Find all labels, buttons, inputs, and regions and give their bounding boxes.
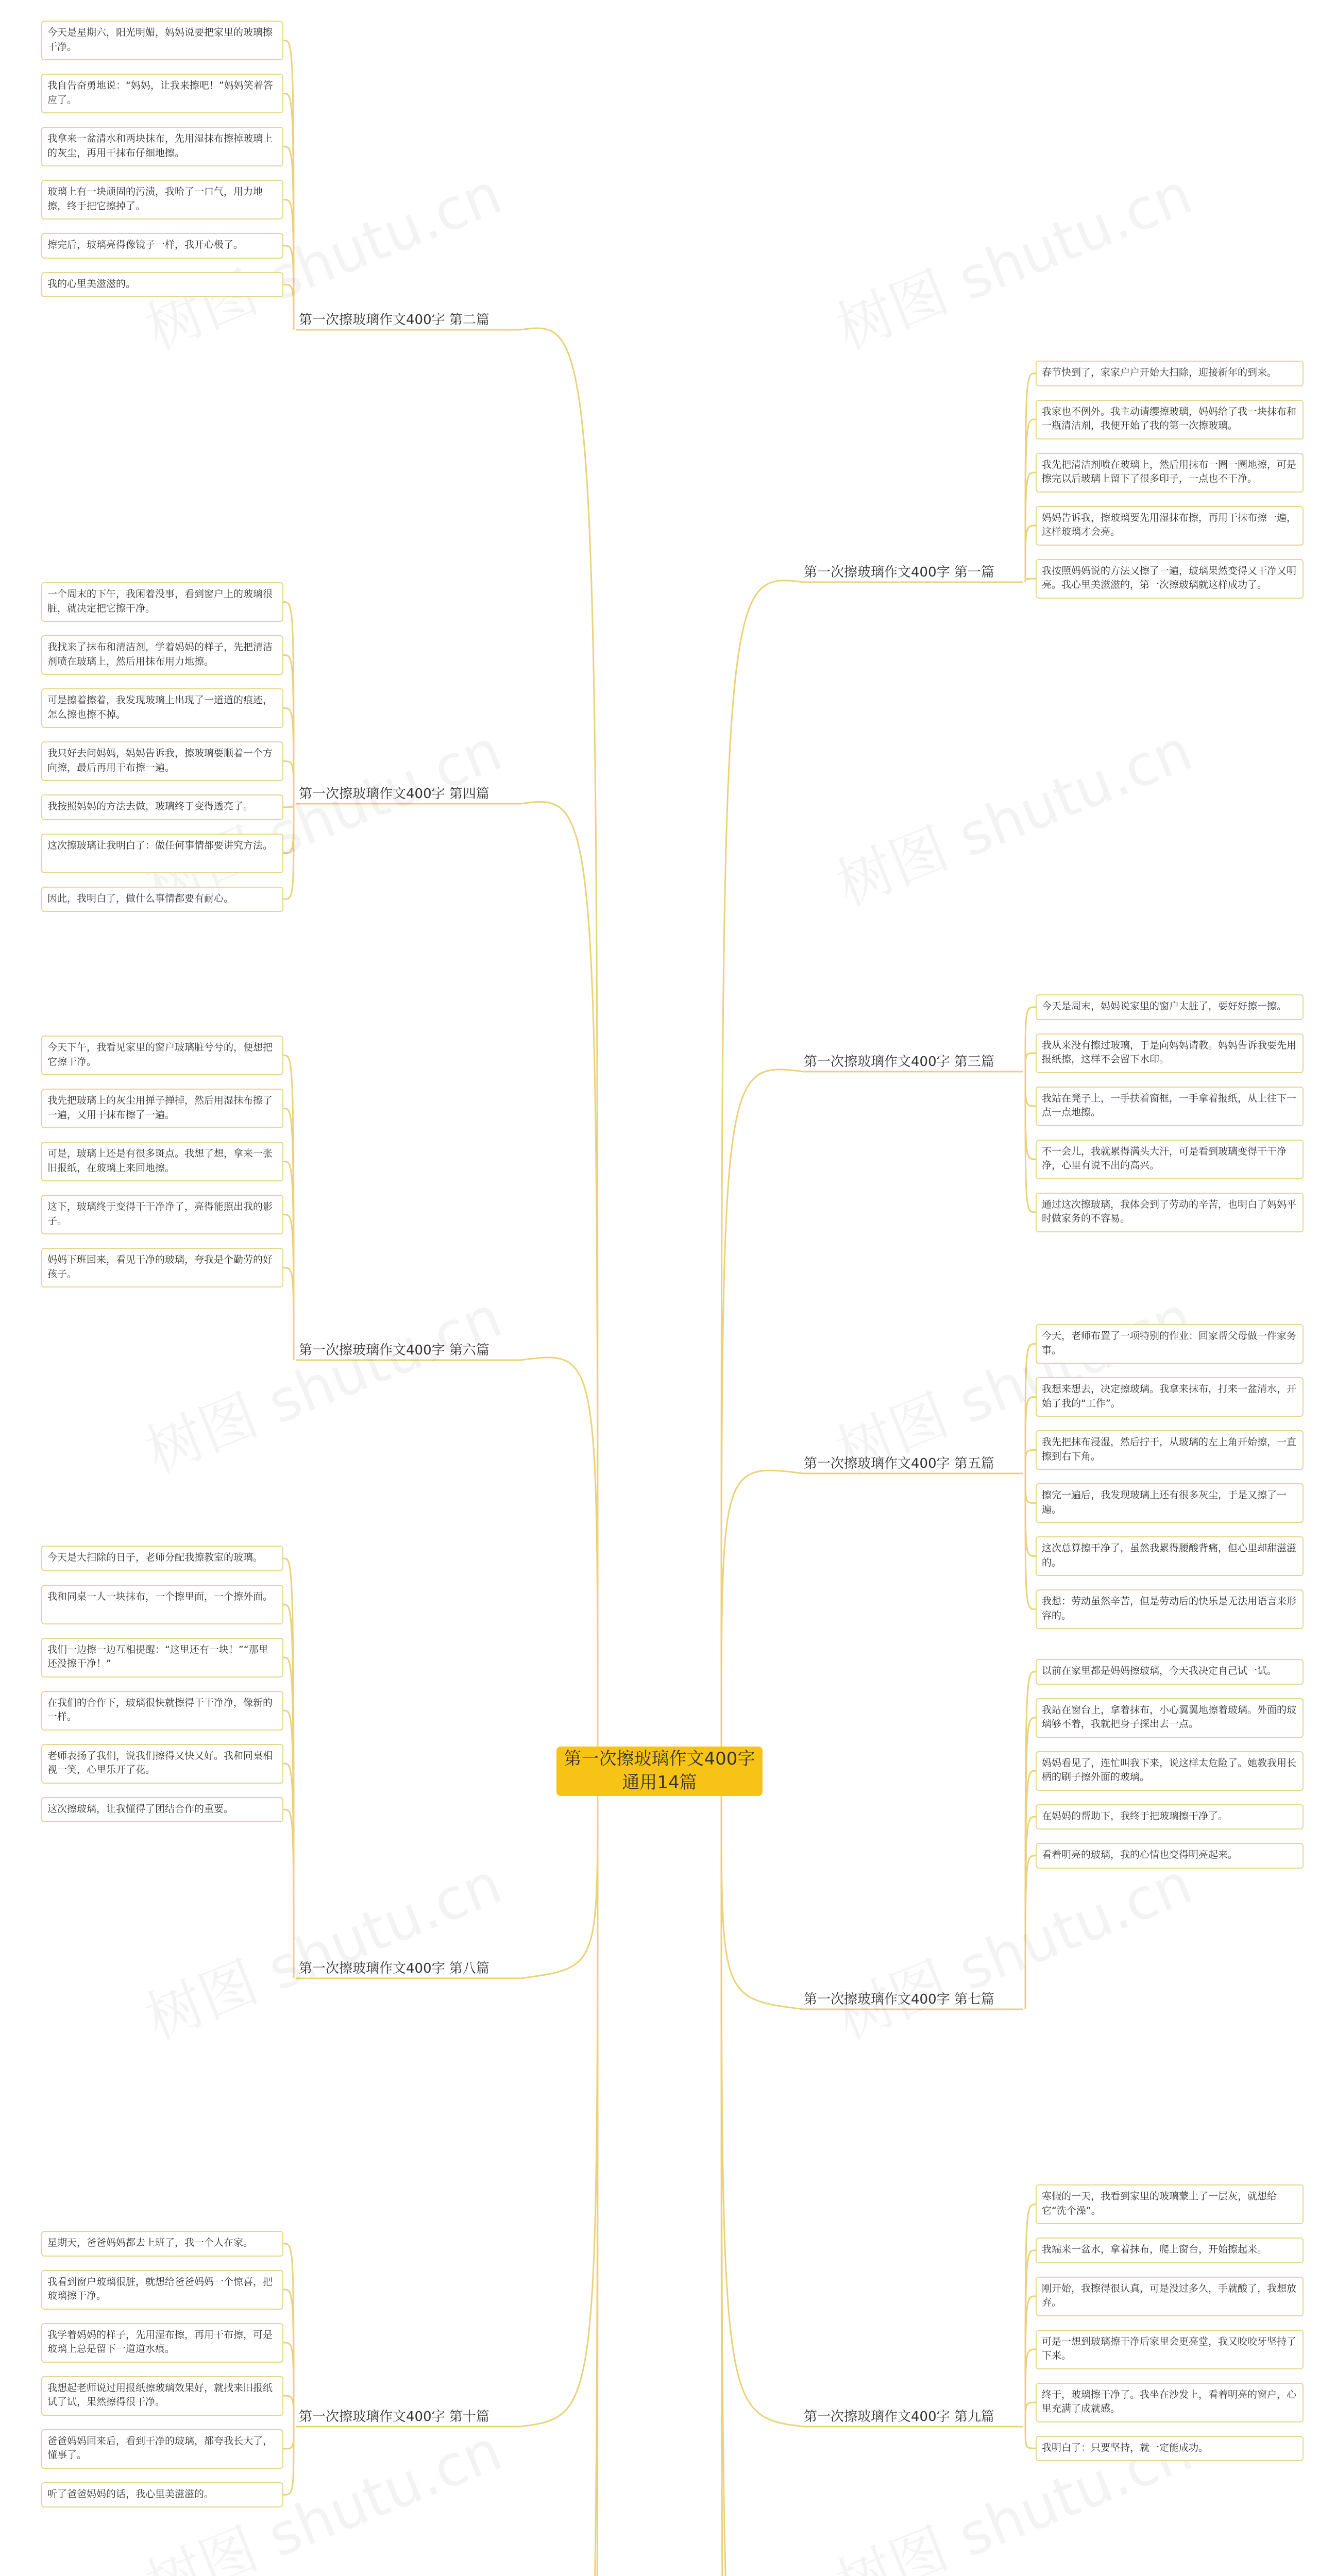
root-node[interactable] — [556, 1747, 763, 1796]
root-to-branch-6 — [520, 1358, 598, 1752]
branch-10-leaf-4[interactable]: 我想起老师说过用报纸擦玻璃效果好，就找来旧报纸试了试，果然擦得很干净。 — [41, 2376, 283, 2416]
branch-1-title[interactable]: 第一次擦玻璃作文400字 第一篇 — [804, 565, 994, 580]
branch-4-leaf-3[interactable]: 可是擦着擦着，我发现玻璃上出现了一道道的痕迹，怎么擦也擦不掉。 — [41, 688, 283, 728]
branch-7-title[interactable]: 第一次擦玻璃作文400字 第七篇 — [804, 1992, 994, 2007]
branch-5-leaf-2[interactable]: 我想来想去，决定擦玻璃。我拿来抹布，打来一盆清水，开始了我的“工作”。 — [1036, 1377, 1304, 1417]
branch-6-leaf-4[interactable]: 这下，玻璃终于变得干干净净了，亮得能照出我的影子。 — [41, 1195, 283, 1234]
root-to-branch-3 — [721, 1070, 804, 1752]
branch-8-title[interactable]: 第一次擦玻璃作文400字 第八篇 — [299, 1961, 489, 1976]
branch-3-leaf-1[interactable]: 今天是周末，妈妈说家里的窗户太脏了，要好好擦一擦。 — [1036, 994, 1304, 1020]
branch-7-leaf-4[interactable]: 在妈妈的帮助下，我终于把玻璃擦干净了。 — [1036, 1804, 1304, 1830]
root-to-branch-13 — [721, 1791, 804, 2576]
leaf-connector-6-5 — [283, 1268, 294, 1361]
leaf-connector-1-1 — [1025, 374, 1036, 582]
branch-8-leaf-6[interactable]: 这次擦玻璃，让我懂得了团结合作的重要。 — [41, 1797, 283, 1823]
branch-4-leaf-4[interactable]: 我只好去问妈妈，妈妈告诉我，擦玻璃要顺着一个方向擦，最后再用干布擦一遍。 — [41, 741, 283, 781]
branch-9-leaf-4[interactable]: 可是一想到玻璃擦干净后家里会更亮堂，我又咬咬牙坚持了下来。 — [1036, 2330, 1304, 2369]
leaf-connector-6-3 — [283, 1162, 294, 1361]
branch-10-leaf-6[interactable]: 听了爸爸妈妈的话，我心里美滋滋的。 — [41, 2482, 283, 2508]
leaf-connector-3-2 — [1025, 1053, 1036, 1072]
branch-5-leaf-6[interactable]: 我想：劳动虽然辛苦，但是劳动后的快乐是无法用语言来形容的。 — [1036, 1589, 1304, 1629]
leaf-connector-1-4 — [1025, 526, 1036, 582]
leaf-connector-3-4 — [1025, 1072, 1036, 1159]
branch-8-leaf-5[interactable]: 老师表扬了我们，说我们擦得又快又好。我和同桌相视一笑，心里乐开了花。 — [41, 1744, 283, 1784]
leaf-connector-5-5 — [1025, 1473, 1036, 1556]
root-to-branch-9 — [721, 1791, 804, 2427]
branch-4-leaf-5[interactable]: 我按照妈妈的方法去做，玻璃终于变得透亮了。 — [41, 794, 283, 820]
branch-6-leaf-2[interactable]: 我先把玻璃上的灰尘用掸子掸掉，然后用湿抹布擦了一遍，又用干抹布擦了一遍。 — [41, 1089, 283, 1128]
branch-3-leaf-3[interactable]: 我站在凳子上，一手扶着窗框，一手拿着报纸，从上往下一点一点地擦。 — [1036, 1087, 1304, 1126]
leaf-connector-3-1 — [1025, 1007, 1036, 1072]
branch-2-leaf-5[interactable]: 擦完后，玻璃亮得像镜子一样，我开心极了。 — [41, 233, 283, 259]
root-to-branch-5 — [721, 1470, 804, 1752]
root-to-branch-10 — [520, 1791, 598, 2427]
branch-4-leaf-1[interactable]: 一个周末的下午，我闲着没事，看到窗户上的玻璃很脏，就决定把它擦干净。 — [41, 582, 283, 622]
root-to-branch-12 — [520, 1791, 598, 2576]
branch-10-title[interactable]: 第一次擦玻璃作文400字 第十篇 — [299, 2409, 489, 2425]
branch-10-leaf-2[interactable]: 我看到窗户玻璃很脏，就想给爸爸妈妈一个惊喜，把玻璃擦干净。 — [41, 2270, 283, 2310]
root-to-branch-2 — [520, 328, 598, 1752]
leaf-connector-1-2 — [1025, 419, 1036, 582]
root-to-branch-14 — [520, 1791, 598, 2576]
leaf-connector-5-3 — [1025, 1450, 1036, 1474]
leaf-connector-10-4 — [283, 2396, 294, 2427]
branch-4-title[interactable]: 第一次擦玻璃作文400字 第四篇 — [299, 786, 489, 802]
branch-10-leaf-3[interactable]: 我学着妈妈的样子，先用湿布擦，再用干布擦，可是玻璃上总是留下一道道水痕。 — [41, 2323, 283, 2363]
branch-8-leaf-2[interactable]: 我和同桌一人一块抹布，一个擦里面，一个擦外面。 — [41, 1585, 283, 1624]
branch-2-leaf-3[interactable]: 我拿来一盆清水和两块抹布，先用湿抹布擦掉玻璃上的灰尘，再用干抹布仔细地擦。 — [41, 127, 283, 166]
branch-6-leaf-3[interactable]: 可是，玻璃上还是有很多斑点。我想了想，拿来一张旧报纸，在玻璃上来回地擦。 — [41, 1142, 283, 1181]
branch-3-leaf-4[interactable]: 不一会儿，我就累得满头大汗，可是看到玻璃变得干干净净，心里有说不出的高兴。 — [1036, 1140, 1304, 1179]
branch-4-leaf-2[interactable]: 我找来了抹布和清洁剂，学着妈妈的样子，先把清洁剂喷在玻璃上，然后用抹布用力地擦。 — [41, 635, 283, 675]
leaf-connector-9-2 — [1025, 2250, 1036, 2427]
branch-4-leaf-7[interactable]: 因此，我明白了，做什么事情都要有耐心。 — [41, 887, 283, 912]
branch-6-leaf-5[interactable]: 妈妈下班回来，看见干净的玻璃，夸我是个勤劳的好孩子。 — [41, 1248, 283, 1287]
branch-1-leaf-2[interactable]: 我家也不例外。我主动请缨擦玻璃，妈妈给了我一块抹布和一瓶清洁剂，我便开始了我的第一次擦玻璃。 — [1036, 400, 1304, 439]
root-to-branch-8 — [520, 1791, 598, 1978]
leaf-connector-5-4 — [1025, 1473, 1036, 1503]
root-to-branch-4 — [520, 802, 598, 1752]
branch-3-leaf-5[interactable]: 通过这次擦玻璃，我体会到了劳动的辛苦，也明白了妈妈平时做家务的不容易。 — [1036, 1193, 1304, 1232]
branch-8-leaf-3[interactable]: 我们一边擦一边互相提醒：“这里还有一块！”“那里还没擦干净！” — [41, 1638, 283, 1677]
branch-3-title[interactable]: 第一次擦玻璃作文400字 第三篇 — [804, 1054, 994, 1070]
branch-6-leaf-1[interactable]: 今天下午，我看见家里的窗户玻璃脏兮兮的，便想把它擦干净。 — [41, 1036, 283, 1075]
branch-1-leaf-1[interactable]: 春节快到了，家家户户开始大扫除，迎接新年的到来。 — [1036, 361, 1304, 386]
branch-9-leaf-3[interactable]: 刚开始，我擦得很认真，可是没过多久，手就酸了，我想放弃。 — [1036, 2277, 1304, 2316]
leaf-connector-4-1 — [283, 602, 294, 804]
leaf-connector-3-3 — [1025, 1072, 1036, 1106]
leaf-connector-9-4 — [1025, 2349, 1036, 2427]
branch-6-title[interactable]: 第一次擦玻璃作文400字 第六篇 — [299, 1343, 489, 1358]
leaf-connector-6-1 — [283, 1056, 294, 1361]
branch-5-title[interactable]: 第一次擦玻璃作文400字 第五篇 — [804, 1456, 994, 1471]
branch-9-leaf-2[interactable]: 我端来一盆水，拿着抹布，爬上窗台，开始擦起来。 — [1036, 2238, 1304, 2263]
branch-10-leaf-1[interactable]: 星期天，爸爸妈妈都去上班了，我一个人在家。 — [41, 2231, 283, 2257]
branch-1-leaf-3[interactable]: 我先把清洁剂喷在玻璃上，然后用抹布一圈一圈地擦，可是擦完以后玻璃上留下了很多印子，一点也不干净。 — [1036, 453, 1304, 493]
leaf-connector-10-5 — [283, 2427, 294, 2449]
leaf-connector-1-3 — [1025, 472, 1036, 582]
root-title-line-1: 第一次擦玻璃作文400字 — [564, 1749, 755, 1770]
leaf-connector-6-4 — [283, 1215, 294, 1361]
branch-9-leaf-5[interactable]: 终于，玻璃擦干净了。我坐在沙发上，看着明亮的窗户，心里充满了成就感。 — [1036, 2383, 1304, 2422]
branch-3-leaf-2[interactable]: 我从来没有擦过玻璃，于是向妈妈请教。妈妈告诉我要先用报纸擦，这样不会留下水印。 — [1036, 1033, 1304, 1073]
root-to-branch-1 — [721, 581, 804, 1752]
branch-2-leaf-4[interactable]: 玻璃上有一块顽固的污渍，我哈了一口气，用力地擦，终于把它擦掉了。 — [41, 180, 283, 219]
branch-9-leaf-6[interactable]: 我明白了：只要坚持，就一定能成功。 — [1036, 2436, 1304, 2462]
branch-2-title[interactable]: 第一次擦玻璃作文400字 第二篇 — [299, 312, 489, 328]
branch-10-leaf-5[interactable]: 爸爸妈妈回来后，看到干净的玻璃，都夸我长大了，懂事了。 — [41, 2429, 283, 2469]
leaf-connector-9-6 — [1025, 2427, 1036, 2448]
root-to-branch-11 — [721, 1791, 804, 2576]
root-to-branch-7 — [721, 1791, 804, 2009]
branch-7-leaf-3[interactable]: 妈妈看见了，连忙叫我下来，说这样太危险了。她教我用长柄的刷子擦外面的玻璃。 — [1036, 1751, 1304, 1791]
branch-7-leaf-1[interactable]: 以前在家里都是妈妈擦玻璃，今天我决定自己试一试。 — [1036, 1659, 1304, 1685]
branch-7-leaf-2[interactable]: 我站在窗台上，拿着抹布，小心翼翼地擦着玻璃。外面的玻璃够不着，我就把身子探出去一点。 — [1036, 1698, 1304, 1738]
branch-5-leaf-4[interactable]: 擦完一遍后，我发现玻璃上还有很多灰尘，于是又擦了一遍。 — [1036, 1483, 1304, 1523]
leaf-connector-9-5 — [1025, 2402, 1036, 2427]
branch-9-leaf-1[interactable]: 寒假的一天，我看到家里的玻璃蒙上了一层灰，就想给它“洗个澡”。 — [1036, 2184, 1304, 2224]
branch-5-leaf-1[interactable]: 今天，老师布置了一项特别的作业：回家帮父母做一件家务事。 — [1036, 1324, 1304, 1364]
branch-1-leaf-5[interactable]: 我按照妈妈说的方法又擦了一遍，玻璃果然变得又干净又明亮。我心里美滋滋的，第一次擦玻璃就这样成功了。 — [1036, 559, 1304, 599]
branch-7-leaf-5[interactable]: 看着明亮的玻璃，我的心情也变得明亮起来。 — [1036, 1843, 1304, 1869]
branch-8-leaf-4[interactable]: 在我们的合作下，玻璃很快就擦得干干净净，像新的一样。 — [41, 1691, 283, 1731]
branch-9-title[interactable]: 第一次擦玻璃作文400字 第九篇 — [804, 2409, 994, 2425]
leaf-connector-1-5 — [1025, 579, 1036, 582]
branch-4-leaf-6[interactable]: 这次擦玻璃让我明白了：做任何事情都要讲究方法。 — [41, 834, 283, 873]
branch-5-leaf-5[interactable]: 这次总算擦干净了，虽然我累得腰酸背痛，但心里却甜滋滋的。 — [1036, 1536, 1304, 1576]
leaf-connector-10-3 — [283, 2343, 294, 2427]
branch-1-leaf-4[interactable]: 妈妈告诉我，擦玻璃要先用湿抹布擦，再用干抹布擦一遍，这样玻璃才会亮。 — [1036, 506, 1304, 546]
branch-2-leaf-1[interactable]: 今天是星期六，阳光明媚，妈妈说要把家里的玻璃擦干净。 — [41, 21, 283, 60]
branch-2-leaf-2[interactable]: 我自告奋勇地说：“妈妈，让我来擦吧！”妈妈笑着答应了。 — [41, 74, 283, 113]
branch-8-leaf-1[interactable]: 今天是大扫除的日子，老师分配我擦教室的玻璃。 — [41, 1546, 283, 1571]
branch-2-leaf-6[interactable]: 我的心里美滋滋的。 — [41, 272, 283, 298]
root-title-line-2: 通用14篇 — [622, 1772, 697, 1793]
leaf-connector-3-5 — [1025, 1072, 1036, 1212]
branch-5-leaf-3[interactable]: 我先把抹布浸湿，然后拧干，从玻璃的左上角开始擦，一直擦到右下角。 — [1036, 1430, 1304, 1470]
